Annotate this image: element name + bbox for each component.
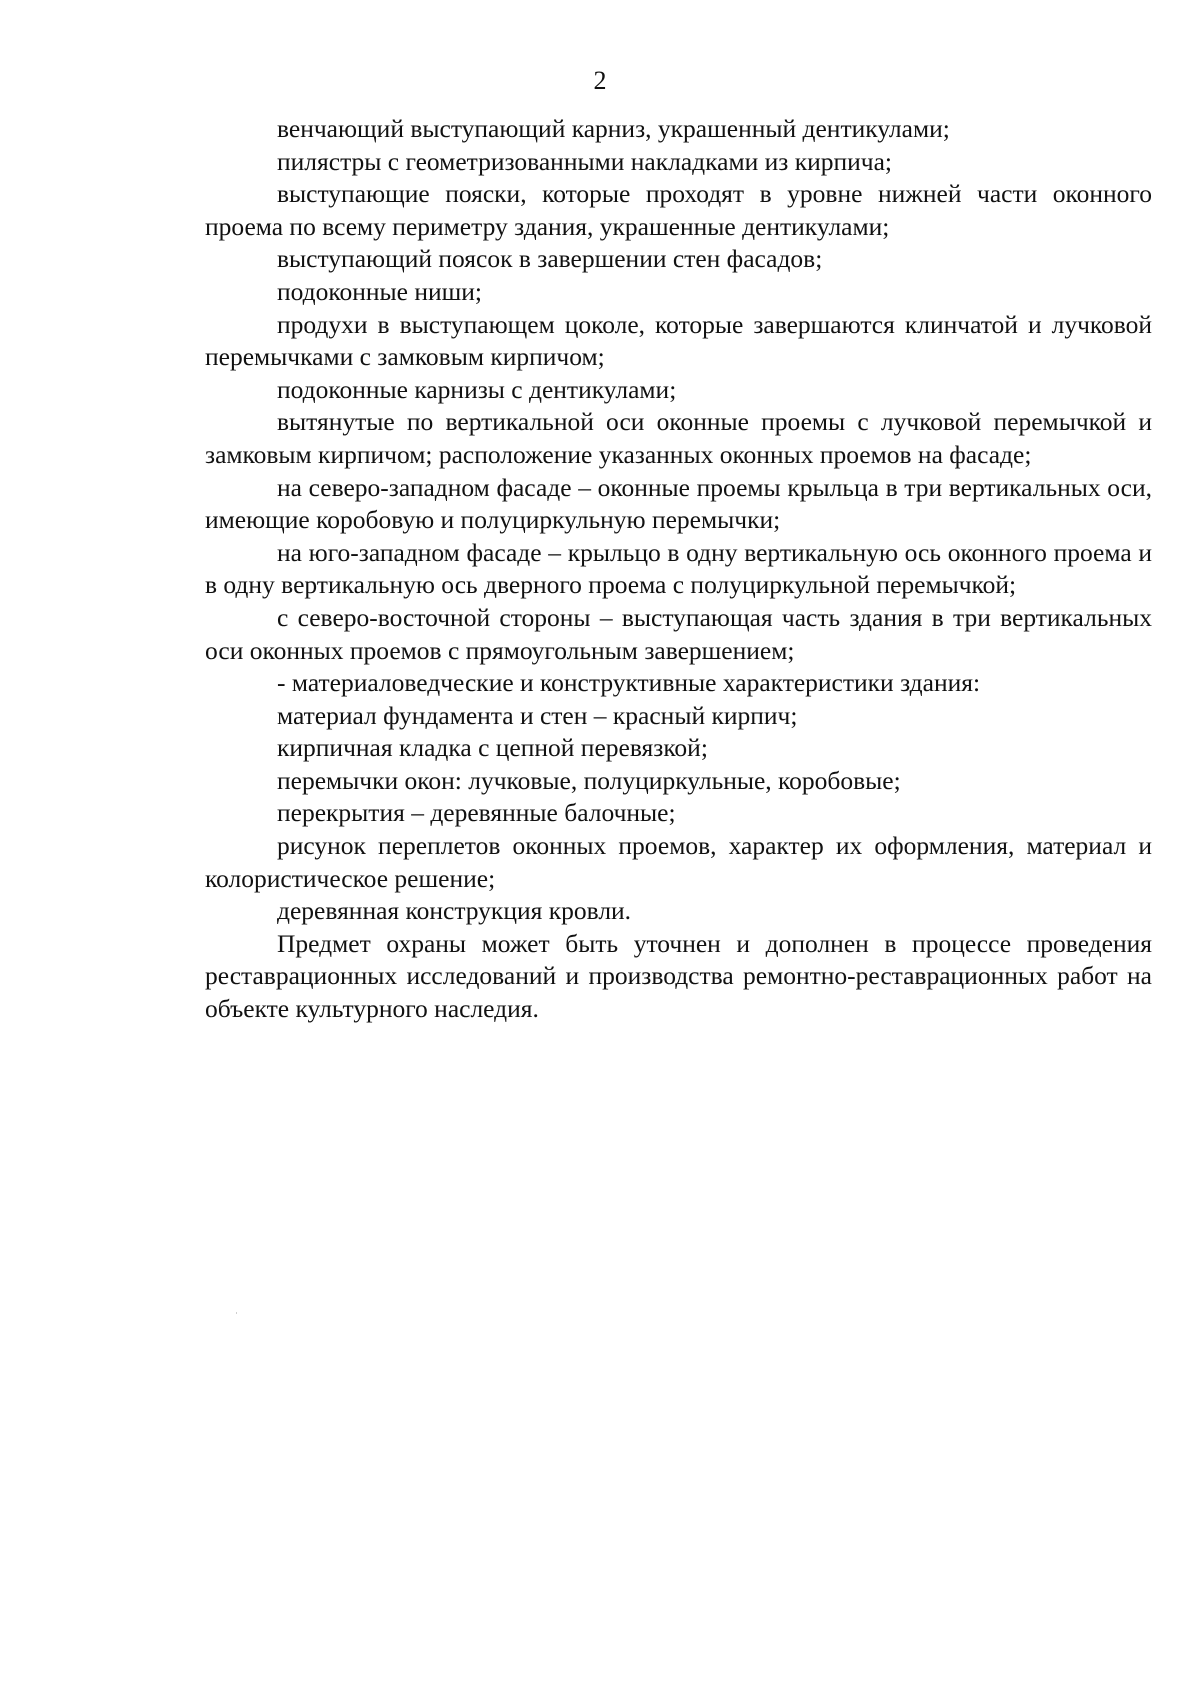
paragraph-northwest-facade: на северо-западном фасаде – оконные проемы крыльца в три вертикальных оси, имеющие коробовую и полуциркульную перемычки; (205, 472, 1152, 535)
paragraph-conclusion: Предмет охраны может быть уточнен и дополнен в процессе проведения реставрационных исследований и производства ремонтно-реставрационных работ на объекте культурного наследия. (205, 928, 1152, 1024)
paragraph-wall-belt: выступающий поясок в завершении стен фасадов; (277, 244, 823, 274)
paragraph-belts: выступающие пояски, которые проходят в уровне нижней части оконного проема по всему периметру здания, украшенные дентикулами; (205, 179, 1152, 241)
paragraph-sill-cornices: подоконные карнизы с дентикулами; (277, 374, 677, 404)
page-number: 2 (593, 66, 607, 95)
paragraph-lintels: перемычки окон: лучковые, полуциркульные, коробовые; (277, 765, 901, 795)
paragraph-pilasters: пилястры с геометризованными накладками из кирпича; (277, 146, 893, 176)
paragraph-vents: продухи в выступающем цоколе, которые завершаются клинчатой и лучковой перемычками с замковым кирпичом; (205, 309, 1152, 372)
paragraph-foundation-material: материал фундамента и стен – красный кирпич; (277, 700, 798, 730)
paragraph-window-openings: вытянутые по вертикальной оси оконные проемы с лучковой перемычкой и замковым кирпичом; расположение указанных оконных проемов на фасаде; (205, 407, 1152, 469)
document-body (205, 113, 1152, 1026)
paragraph-brickwork: кирпичная кладка с цепной перевязкой; (277, 733, 708, 763)
paragraph-window-frames: рисунок переплетов оконных проемов, характер их оформления, материал и колористическое решение; (205, 831, 1152, 893)
paragraph-southwest-facade: на юго-западном фасаде – крыльцо в одну вертикальную ось оконного проема и в одну вертикальную ось дверного проема с полуциркульной перемычкой; (205, 537, 1152, 600)
paragraph-northeast-side: с северо-восточной стороны – выступающая часть здания в три вертикальных оси оконных проемов с прямоугольным завершением; (205, 602, 1152, 665)
paragraph-roof: деревянная конструкция кровли. (277, 896, 632, 926)
paragraph-cornice: венчающий выступающий карниз, украшенный дентикулами; (277, 114, 950, 143)
paragraph-floors: перекрытия – деревянные балочные; (277, 798, 676, 828)
paragraph-niches: подоконные ниши; (277, 276, 483, 306)
paragraph-material-characteristics: - материаловедческие и конструктивные характеристики здания: (277, 668, 981, 698)
scan-artifact (236, 1312, 237, 1314)
